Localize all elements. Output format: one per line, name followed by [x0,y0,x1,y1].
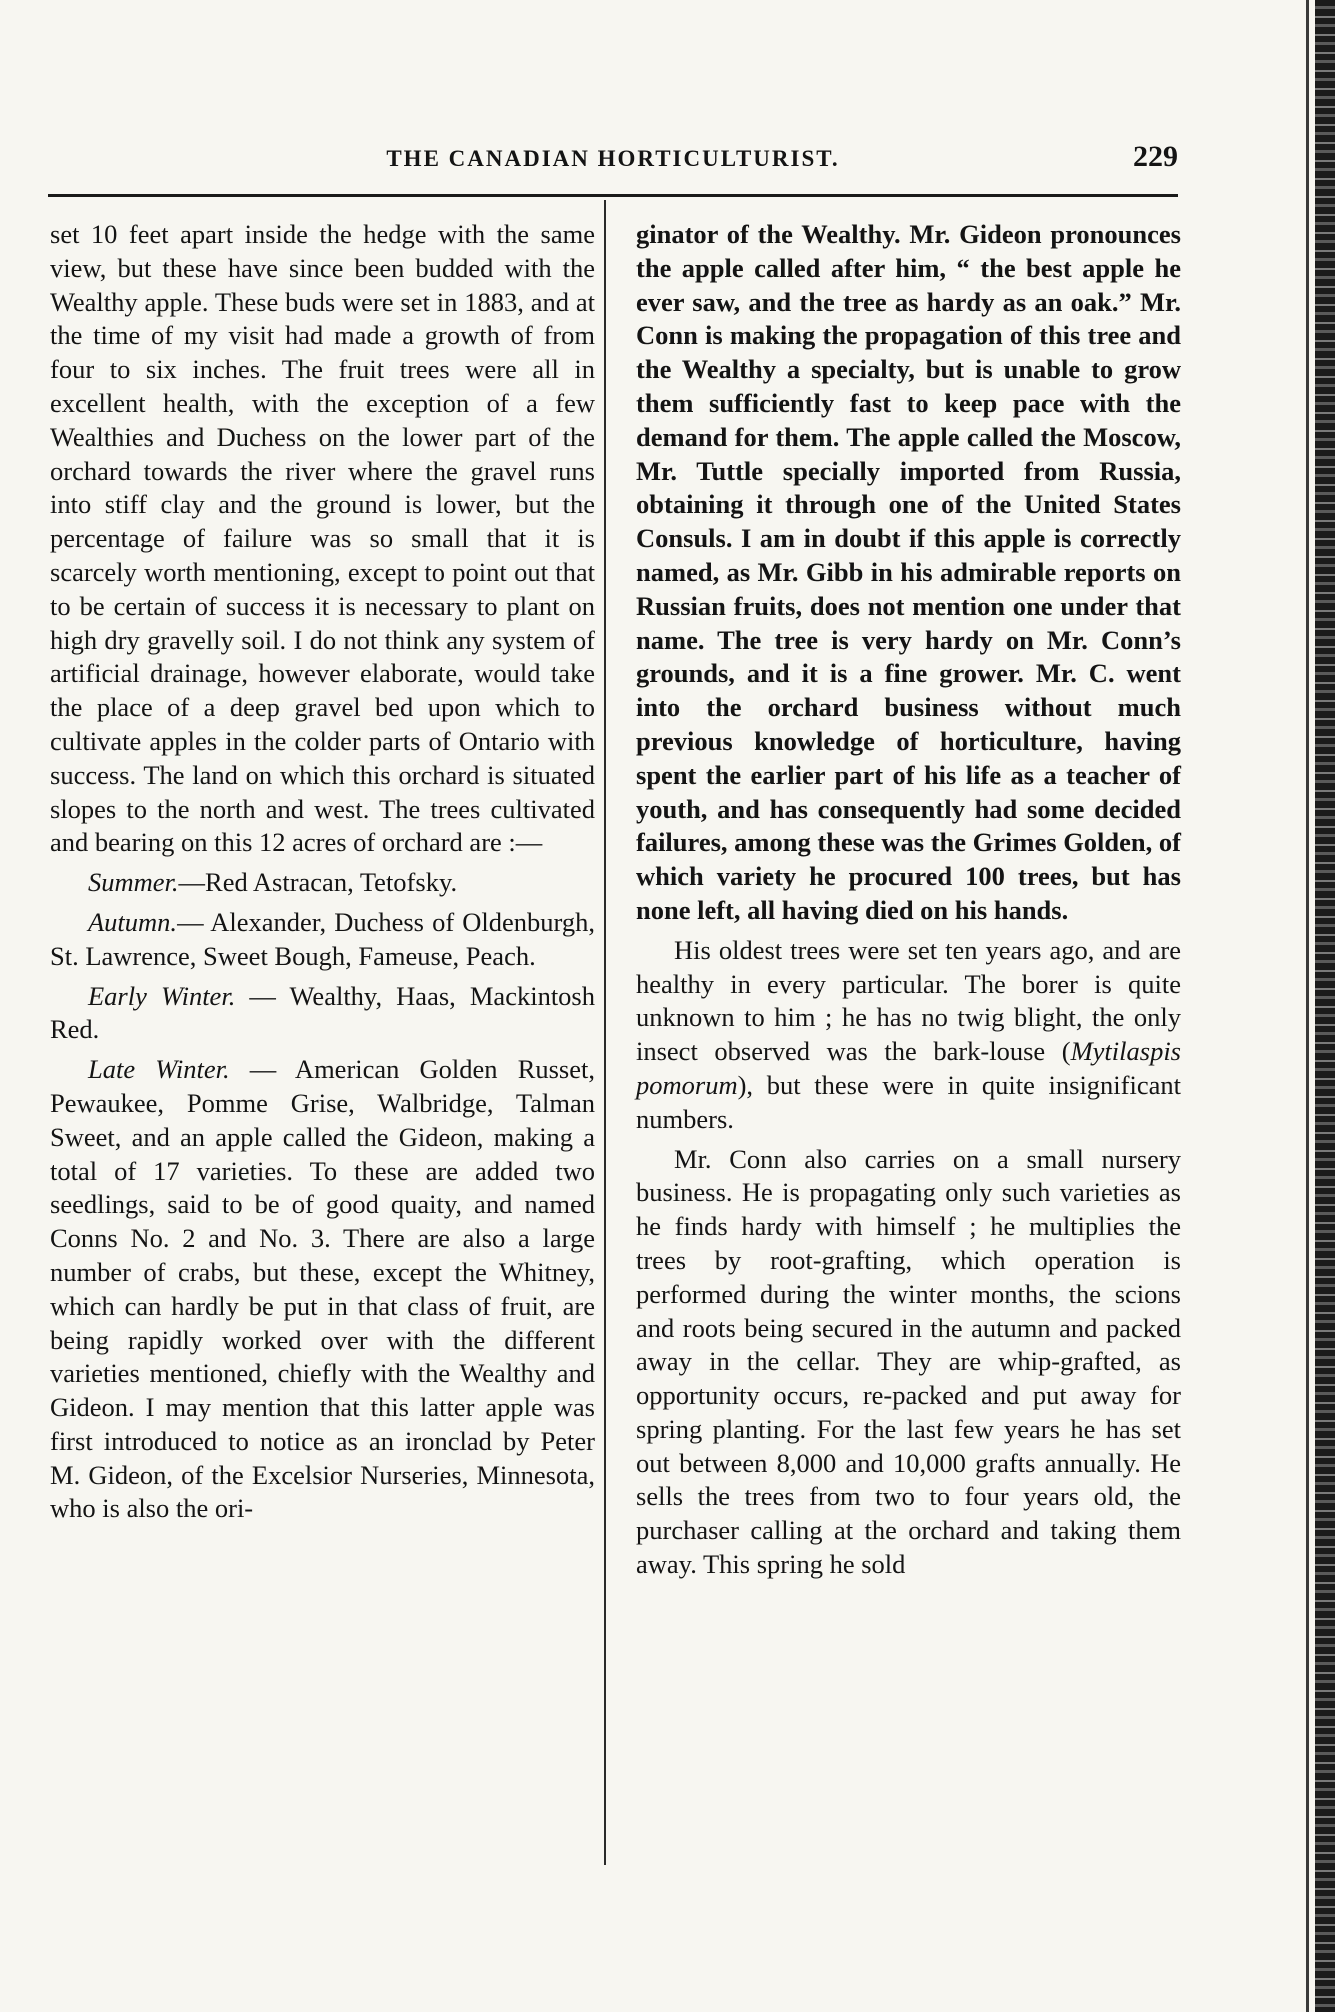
column-divider [604,200,606,1865]
header-rule [48,194,1178,197]
autumn-varieties: — Alexander, Duchess of Oldenburgh, St. Lawrence, Sweet Bough, Fameuse, Peach. [50,906,595,971]
paragraph-late-winter [50,1053,595,1526]
page-edge-line [1306,0,1309,2012]
paragraph-orchard-description: set 10 feet apart inside the hedge with the same view, but these have since been budded with the Wealthy apple. These buds were set in 1883, and at the time of my visit had made a growth of from four to six inches. The fruit trees were all in excellent health, with the exception of a few Wealthies and Duchess on the lower part of the orchard towards the river where the gravel runs into stiff clay and the ground is lower, but the percentage of failure was so small that it is scarcely worth mentioning, except to point out that to be certain of success it is necessary to plant on high dry gravelly soil. I do not think any system of artificial drainage, however elaborate, would take the place of a deep gravel bed upon which to cultivate apples in the colder parts of Ontario with success. The land on which this orchard is situated slopes to the north and west. The trees cultivated and bearing on this 12 acres of orchard are :— [50,219,595,858]
paragraph-oldest-trees [636,934,1181,1137]
oldest-trees-text-start: His oldest trees were set ten years ago, and are healthy in every particular. The borer is quite unknown to him ; he has no twig blight, the only insect observed was the bark-louse ( [636,934,1181,1067]
season-label-summer: Summer. [88,867,179,898]
right-column [636,218,1181,1582]
season-label-early-winter: Early Winter. [88,980,236,1011]
early-winter-varieties: — Wealthy, Haas, Mackintosh Red. [50,980,595,1045]
paragraph-gideon-moscow: ginator of the Wealthy. Mr. Gideon pronounces the apple called after him, “ the best apple he ever saw, and the tree as hardy as an oak.” Mr. Conn is making the propagation of this tree and the Wealthy a specialty, but is unable to grow them sufficiently fast to keep pace with the demand for them. The apple called the Moscow, Mr. Tuttle specially imported from Russia, obtaining it through one of the United States Consuls. I am in doubt if this apple is correctly named, as Mr. Gibb in his admirable reports on Russian fruits, does not mention one under that name. The tree is very hardy on Mr. Conn’s grounds, and it is a fine grower. Mr. C. went into the orchard business without much previous knowledge of horticulture, having spent the earlier part of his life as a teacher of youth, and has consequently had some decided failures, among these was the Grimes Golden, of which variety he procured 100 trees, but has none left, all having died on his hands. [636,219,1181,925]
paragraph-nursery-business: Mr. Conn also carries on a small nursery business. He is propagating only such varieties as he finds hardy with himself ; he multiplies the trees by root-grafting, which operation is performed during the winter months, the scions and roots being secured in the autumn and packed away in the cellar. They are whip-grafted, as opportunity occurs, re-packed and put away for spring planting. For the last few years he has set out between 8,000 and 10,000 grafts annually. He sells the trees from two to four years old, the purchaser calling at the orchard and taking them away. This spring he sold [636,1143,1181,1580]
scan-edge-shadow [1315,0,1335,2012]
paragraph-autumn [50,906,595,974]
summer-varieties: —Red Astracan, Tetofsky. [178,867,458,898]
oldest-trees-text-end: ), but these were in quite insignificant numbers. [636,1069,1181,1134]
late-winter-varieties: — American Golden Russet, Pewaukee, Pomme Grise, Walbridge, Talman Sweet, and an apple called the Gideon, making a total of 17 varieties. To these are added two seedlings, said to be of good quaity, and named Conns No. 2 and No. 3. There are also a large number of crabs, but these, except the Whitney, which can hardly be put in that class of fruit, are being rapidly worked over with the different varieties mentioned, chiefly with the Wealthy and Gideon. I may mention that this latter apple was first introduced to notice as an ironclad by Peter M. Gideon, of the Excelsior Nurseries, Minnesota, who is also the ori- [50,1054,595,1524]
page-number: 229 [1133,140,1178,173]
species-name: Mytilaspis pomorum [636,1036,1181,1100]
season-label-autumn: Autumn. [88,906,178,937]
paragraph-early-winter [50,980,595,1048]
running-title: THE CANADIAN HORTICULTURIST. [386,146,840,171]
running-head [48,140,1178,180]
left-column [50,218,595,1526]
season-label-late-winter: Late Winter. [88,1054,230,1085]
paragraph-summer [50,866,595,900]
